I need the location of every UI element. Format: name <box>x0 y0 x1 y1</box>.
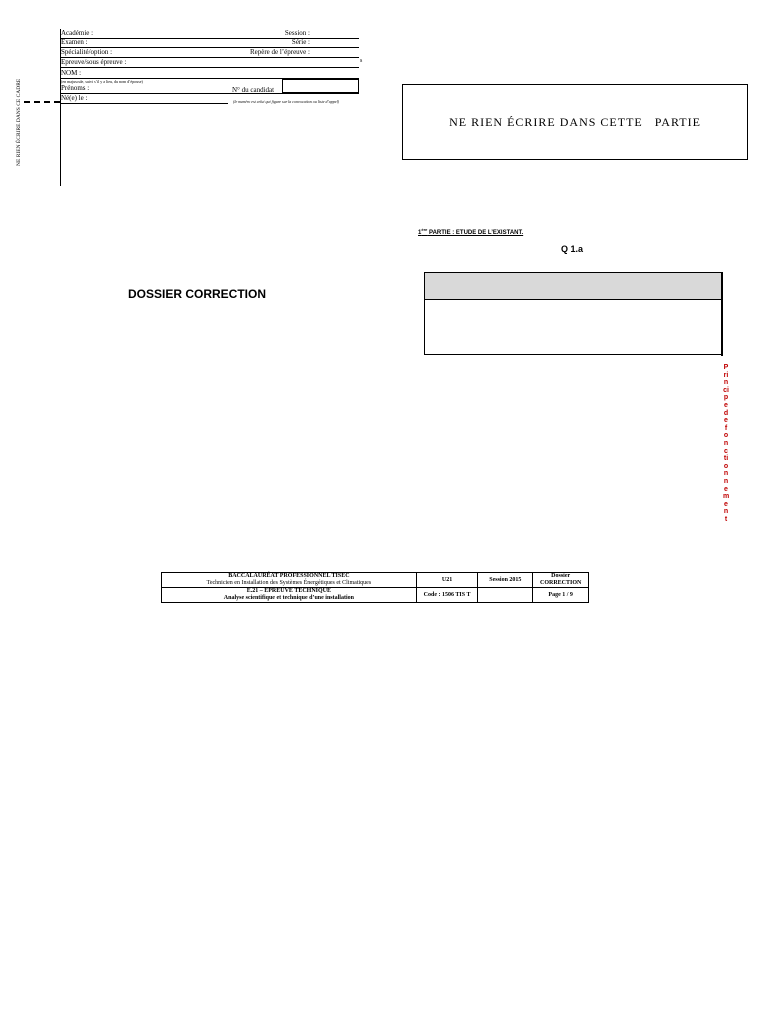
no-write-banner <box>402 84 748 160</box>
footer-exam-cell <box>162 573 417 588</box>
row-examen <box>60 38 359 48</box>
footer-epreuve-cell <box>162 588 417 603</box>
side-vertical-text: NE RIEN ÉCRIRE DANS CE CADRE <box>16 78 22 166</box>
footer-epreuve-title: E.21 – EPREUVE TECHNIQUE <box>246 588 331 594</box>
ne-le-label: Né(e) le : <box>61 94 88 102</box>
footer-correction-label: CORRECTION <box>539 580 582 586</box>
footer-table <box>161 572 589 603</box>
answer-box <box>424 272 722 355</box>
footer-exam-subtitle: Technicien en Installation des Systèmes Énergétiques et Climatiques <box>206 580 372 586</box>
part-superscript: ère <box>421 227 428 232</box>
serie-label: Série : <box>291 38 310 46</box>
banner-text: NE RIEN ÉCRIRE DANS CETTE PARTIE <box>449 114 701 129</box>
part-title: 1ère PARTIE : ETUDE DE L’EXISTANT. <box>418 227 524 236</box>
footer-session: Session 2015 <box>478 573 533 588</box>
question-label: Q 1.a <box>561 244 584 254</box>
session-label: Session : <box>284 29 310 37</box>
answer-box-shadow <box>721 272 723 356</box>
footer-row-2 <box>162 588 589 603</box>
repere-label: Repère de l’épreuve : <box>249 48 310 56</box>
footer-page: Page 1 / 9 <box>533 588 589 603</box>
side-red-text: Principe de fonctionnement <box>723 364 730 523</box>
footer-dossier-cell <box>533 573 589 588</box>
prenoms-label: Prénoms : <box>61 84 90 92</box>
cut-line <box>24 101 60 103</box>
footer-epreuve-subtitle: Analyse scientifique et technique d’une installation <box>223 595 354 601</box>
answer-box-header <box>425 273 721 300</box>
candidat-label: N° du candidat <box>232 86 275 94</box>
nom-label: NOM : <box>61 69 82 77</box>
epreuve-label: Epreuve/sous épreuve : <box>61 58 127 66</box>
row-specialite <box>60 48 359 58</box>
footer-dossier-label: Dossier <box>551 573 571 579</box>
examen-label: Examen : <box>61 38 88 46</box>
footer-code: Code : 1506 TIS T <box>416 588 478 603</box>
numero-note: (le numéro est celui qui figure sur la convocation ou liste d’appel) <box>233 99 340 104</box>
specialite-label: Spécialité/option : <box>61 48 113 56</box>
footer-exam-title: BACCALAURÉAT PROFESSIONNEL TISEC <box>228 573 350 579</box>
dossier-title: DOSSIER CORRECTION <box>128 287 267 301</box>
row-ne-le <box>60 93 228 104</box>
row-nom <box>60 69 359 78</box>
academie-label: Académie : <box>61 29 94 37</box>
part-title-text: PARTIE : ETUDE DE L’EXISTANT <box>427 230 522 236</box>
part-number: 1 <box>418 230 422 236</box>
footer-unit: U21 <box>416 573 478 588</box>
candidat-number-box <box>282 79 359 93</box>
marker-s: s <box>360 58 363 64</box>
row-epreuve <box>60 58 359 68</box>
footer-row-1 <box>162 573 589 588</box>
footer-empty-cell <box>478 588 533 603</box>
nom-note: (en majuscule, suivi s’il y a lieu, du nom d’épouse) <box>61 79 143 84</box>
